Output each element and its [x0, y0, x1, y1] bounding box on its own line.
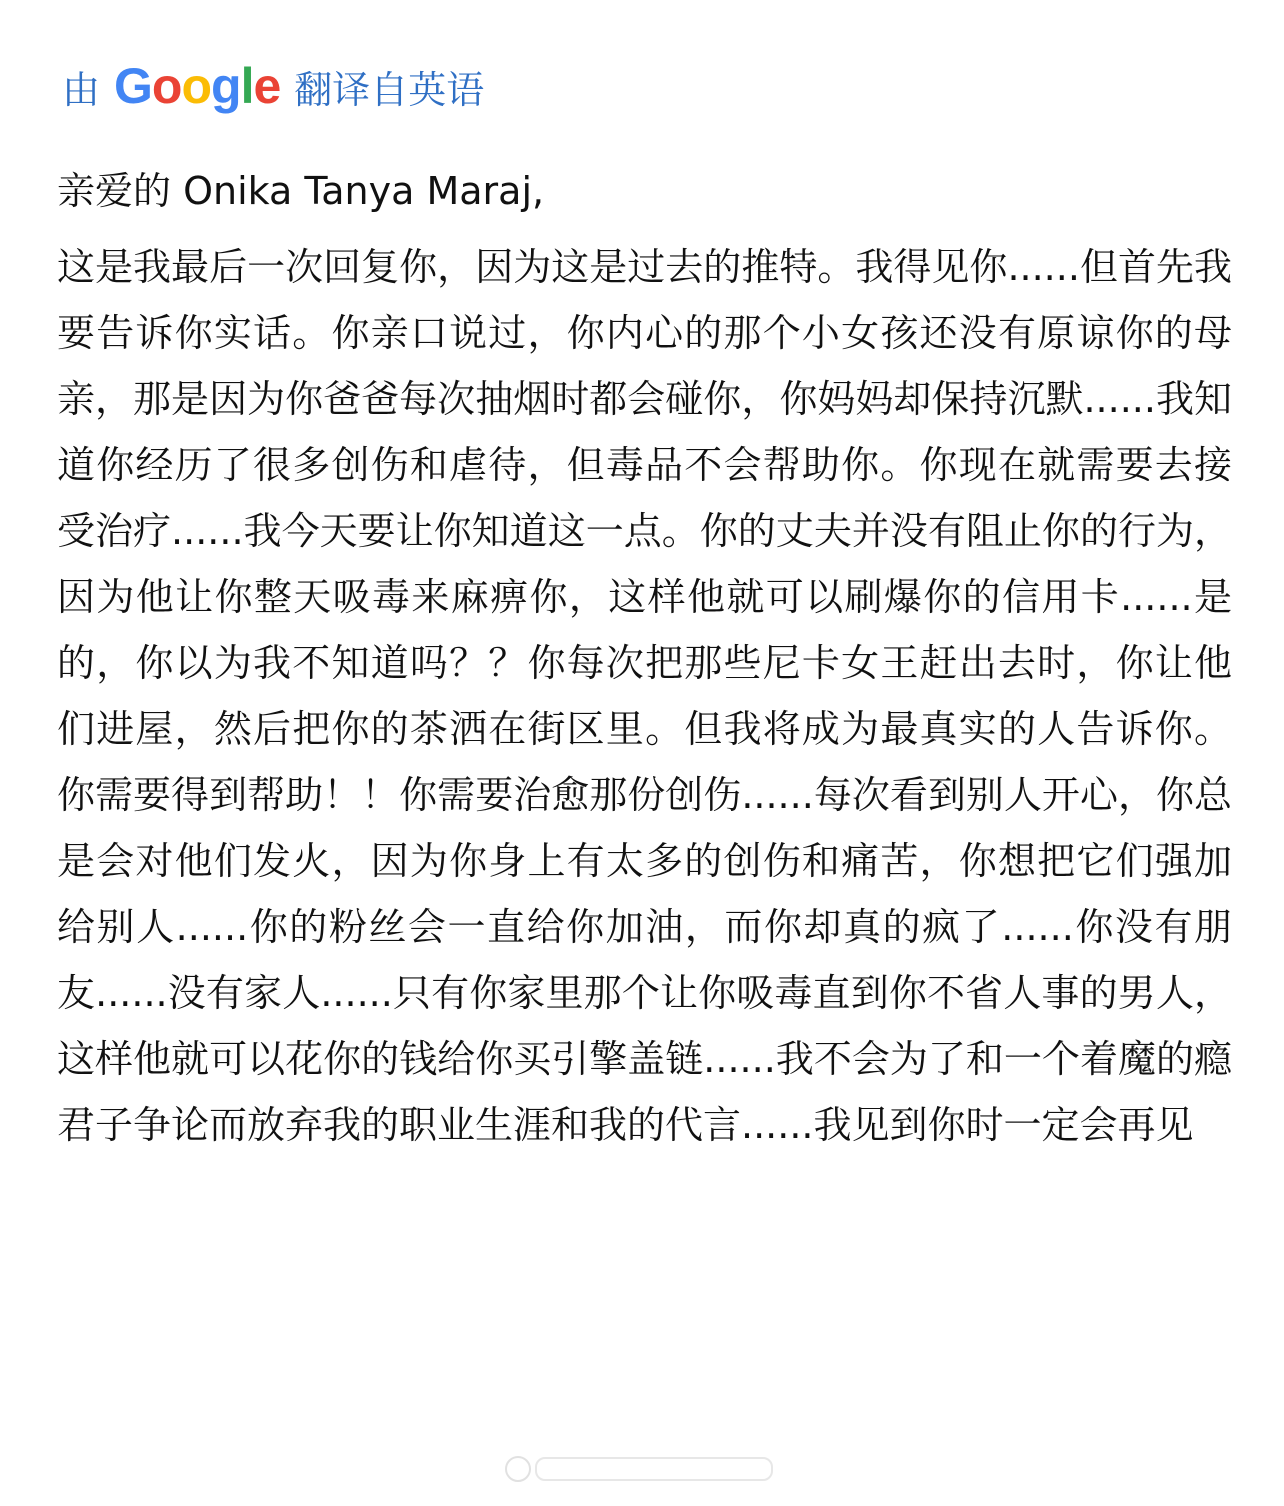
google-logo-letter: e — [253, 58, 281, 114]
google-logo — [114, 58, 281, 114]
google-logo-letter: G — [114, 58, 152, 114]
watermark — [505, 1448, 773, 1490]
google-logo-letter: o — [151, 58, 182, 114]
google-logo-letter: o — [181, 58, 212, 114]
google-logo-letter: l — [240, 58, 254, 114]
watermark-bar — [535, 1457, 773, 1481]
translated-by-label: 由 — [62, 67, 101, 112]
google-logo-letter: g — [211, 58, 241, 114]
translation-attribution — [62, 56, 484, 116]
post-body: 这是我最后一次回复你，因为这是过去的推特。我得见你......但首先我要告诉你实话。你亲口说过，你内心的那个小女孩还没有原谅你的母亲，那是因为你爸爸每次抽烟时都会碰你，你妈妈却保持沉默......我知道你经历了很多创伤和虐待，但毒品不会帮助你。你现在就需要去接受治疗......我今天要让你知道这一点。你的丈夫并没有阻止你的行为，因为他让你整天吸毒来麻痹你，这样他就可以刷爆你的信用卡......是的，你以为我不知道吗？？你每次把那些尼卡女王赶出去时，你让他们进屋，然后把你的茶洒在街区里。但我将成为最真实的人告诉你。你需要得到帮助！！你需要治愈那份创伤......每次看到别人开心，你总是会对他们发火，因为你身上有太多的创伤和痛苦，你想把它们强加给别人......你的粉丝会一直给你加油，而你却真的疯了......你没有朋友......没有家人......只有你家里那个让你吸毒直到你不省人事的男人，这样他就可以花你的钱给你买引擎盖链......我不会为了和一个着魔的瘾君子争论而放弃我的职业生涯和我的代言......我见到你时一定会再见 — [57, 245, 1232, 1147]
translated-post — [57, 160, 1232, 1158]
post-greeting: 亲爱的 Onika Tanya Maraj, — [57, 169, 545, 213]
translated-from-english-label: 翻译自英语 — [294, 67, 485, 112]
watermark-dot-icon — [505, 1456, 531, 1482]
